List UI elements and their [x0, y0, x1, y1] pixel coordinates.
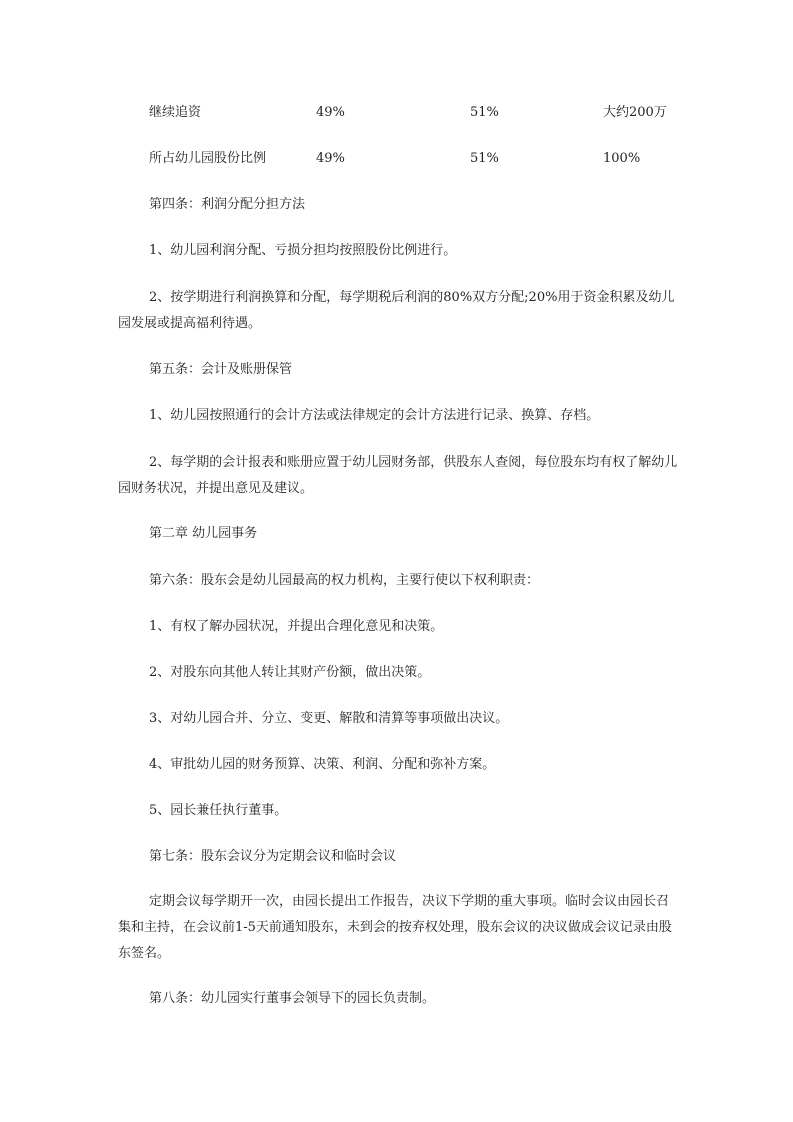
article-6-item-4: 4、审批幼儿园的财务预算、决策、利润、分配和弥补方案。: [149, 757, 496, 772]
total: 100%: [603, 151, 641, 166]
table-row: [0, 149, 793, 169]
article-4-clause-2: 2、按学期进行利润换算和分配，每学期税后利润的80%双方分配;20%用于资金积累及幼儿园发展或提高福利待遇。: [118, 290, 675, 331]
article-7-heading: 第七条：股东会议分为定期会议和临时会议: [149, 849, 397, 864]
share-a: 49%: [316, 151, 345, 166]
article-6-item-1: 1、有权了解办园状况，并提出合理化意见和决策。: [149, 619, 444, 634]
article-4-clause-1: 1、幼儿园利润分配、亏损分担均按照股份比例进行。: [149, 243, 457, 258]
table-row: [0, 103, 793, 123]
article-6-heading: 第六条：股东会是幼儿园最高的权力机构，主要行使以下权利职责：: [149, 573, 540, 588]
article-5-clause-1: 1、幼儿园按照通行的会计方法或法律规定的会计方法进行记录、换算、存档。: [149, 408, 600, 423]
article-5-heading: 第五条：会计及账册保管: [149, 362, 293, 377]
row-label: 继续追资: [149, 105, 202, 120]
article-6-item-2: 2、对股东向其他人转让其财产份额，做出决策。: [149, 665, 431, 680]
article-8-heading: 第八条：幼儿园实行董事会领导下的园长负责制。: [149, 991, 436, 1006]
row-label: 所占幼儿园股份比例: [149, 151, 267, 166]
chapter-2-heading: 第二章 幼儿园事务: [149, 526, 258, 541]
share-a: 49%: [316, 105, 345, 120]
article-6-item-3: 3、对幼儿园合并、分立、变更、解散和清算等事项做出决议。: [149, 711, 509, 726]
share-b: 51%: [470, 151, 499, 166]
article-5-clause-2: 2、每学期的会计报表和账册应置于幼儿园财务部，供股东人查阅，每位股东均有权了解幼儿园财务状况，并提出意见及建议。: [118, 455, 678, 496]
article-7-body: 定期会议每学期开一次，由园长提出工作报告，决议下学期的重大事项。临时会议由园长召集和主持，在会议前1-5天前通知股东，未到会的按弃权处理，股东会议的决议做成会议记录由股东签名。: [118, 894, 672, 961]
article-6-item-5: 5、园长兼任执行董事。: [149, 803, 288, 818]
share-b: 51%: [470, 105, 499, 120]
amount: 大约200万: [603, 105, 667, 120]
article-4-heading: 第四条：利润分配分担方法: [149, 197, 306, 212]
